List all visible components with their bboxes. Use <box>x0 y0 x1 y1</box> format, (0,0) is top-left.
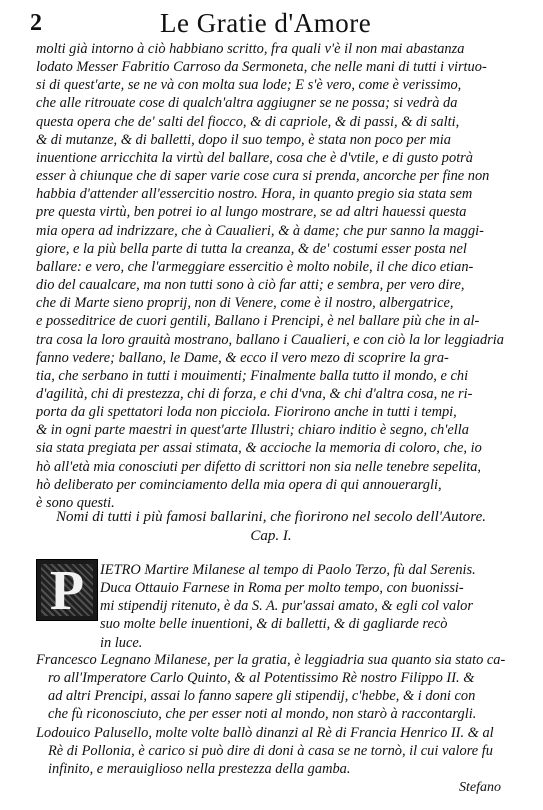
text-line: tia, che serbano in tutti i mouimenti; Finalmente balla tutto il mondo, e chi <box>36 367 469 384</box>
chapter-number: Cap. I. <box>250 528 292 544</box>
text-line: tra cosa la loro grauità mostrano, ballano i Caualieri, e con ciò la lor leggiadria <box>36 331 504 348</box>
text-line: Duca Ottauio Farnese in Roma per molto tempo, con buonissi- <box>100 580 464 597</box>
text-line: porta da gli spettatori loda non picciola. Fiorirono anche in tutti i tempi, <box>36 404 457 421</box>
decorated-initial <box>36 559 98 621</box>
first-entry-paragraph <box>100 561 515 652</box>
text-line: Francesco Legnano Milanese, per la gratia, è leggiadria sua quanto sia stato ca- <box>36 652 506 668</box>
initial-letter: P <box>49 560 85 622</box>
text-line: & di mutanze, & di balletti, dopo il suo tempo, è stata non poco per mia <box>36 131 451 148</box>
text-line: inuentione arricchita la virtù del ballare, cosa che è d'vtile, e di gusto potrà <box>36 149 473 166</box>
catchword: Stefano <box>459 780 501 795</box>
text-line: IETRO Martire Milanese al tempo di Paolo Terzo, fù dal Serenis. <box>100 562 476 578</box>
text-line: dio del caualcare, ma non tutti sono à ciò far atti; e sembra, per vero dire, <box>36 277 465 294</box>
text-line: fanno vedere; ballano, le Dame, & ecco il vero mezo di scoprire la gra- <box>36 349 449 366</box>
text-line: d'agilità, chi di prestezza, chi di forza, e chi d'vna, & chi d'altra cosa, ne ri- <box>36 385 473 402</box>
text-line: sia stata pregiata per assai stimata, & accioche la memoria di coloro, che, io <box>36 440 482 457</box>
introduction-text <box>36 40 514 512</box>
text-line: molti già intorno à ciò habbiano scritto, fra quali v'è il non mai abastanza <box>36 41 465 57</box>
text-line: infinito, e merauiglioso nella prestezza della gamba. <box>48 760 351 777</box>
chapter-heading <box>36 508 506 546</box>
dancer-entry <box>36 651 514 724</box>
chapter-title: Nomi di tutti i più famosi ballarini, che fiorirono nel secolo dell'Autore. <box>56 509 486 525</box>
text-line: esser à chiunque che di saper varie cose cura si prenda, ancorche per fine non <box>36 168 490 185</box>
text-line: mia opera ad indrizzare, che à Caualieri, & à dame; che pur sanno la maggi- <box>36 222 484 239</box>
text-line: ad altri Prencipi, assai lo fanno sapere gli stipendij, c'hebbe, & i doni con <box>48 688 476 705</box>
dancer-entries <box>36 651 514 778</box>
text-line: è sono questi. <box>36 494 115 511</box>
text-line: Lodouico Palusello, molte volte ballò dinanzi al Rè di Francia Henrico II. & al <box>36 724 494 741</box>
text-line: si di quest'arte, se ne và con molta sua lode; E s'è vero, come è verissimo, <box>36 77 462 94</box>
text-line: che di Marte sieno proprij, non di Venere, come è il nostro, albergatrice, <box>36 295 454 312</box>
running-title: Le Gratie d'Amore <box>160 8 372 38</box>
text-line: hò all'età mia conosciuti per difetto di scrittori non sia nelle tenebre sepelita, <box>36 458 481 475</box>
text-line: e posseditrice de cuori gentili, Ballano i Prencipi, è nel ballare più che in al- <box>36 313 480 330</box>
text-line: in luce. <box>100 634 143 651</box>
text-line: che alle ritrouate cose di qualch'altra aggiugner se ne possa; si vedrà da <box>36 95 458 112</box>
text-line: hò deliberato per cominciamento della mia opera di qui annouerargli, <box>36 476 442 493</box>
page-number: 2 <box>30 10 42 36</box>
dancer-entry <box>36 724 514 778</box>
text-line: mi stipendij ritenuto, è da S. A. pur'assai amato, & egli col valor <box>100 598 473 615</box>
text-line: & in ogni parte maestri in quest'arte Illustri; chiaro inditio è segno, ch'ella <box>36 422 469 439</box>
text-line: ballare: e vero, che l'armeggiare essercitio è molto nobile, il che dico etian- <box>36 258 474 275</box>
text-line: lodato Messer Fabritio Carroso da Sermoneta, che nelle mani di tutti i virtuo- <box>36 59 487 76</box>
text-line: habbia d'attender all'essercitio nostro. Hora, in quanto pregio sia stata sem <box>36 186 473 203</box>
text-line: Rè di Pollonia, è carico si può dire di doni à casa se ne tornò, il cui valore fu <box>48 742 493 759</box>
page-header <box>0 6 543 40</box>
text-line: pre questa virtù, ben potrei io al lungo mostrare, se ad altri hauessi questa <box>36 204 467 221</box>
text-line: giore, e la più bella parte di tutta la creanza, & de' costumi esser posta nel <box>36 240 467 257</box>
text-line: ro all'Imperatore Carlo Quinto, & al Potentissimo Rè nostro Filippo II. & <box>48 670 475 687</box>
text-line: questa opera che de' salti del fiocco, & di capriole, & di passi, & di salti, <box>36 113 460 130</box>
text-line: che fù riconosciuto, che per esser noti al mondo, non starò à raccontargli. <box>48 706 477 723</box>
text-line: suo molte belle inuentioni, & di balletti, & di gagliarde recò <box>100 616 448 633</box>
